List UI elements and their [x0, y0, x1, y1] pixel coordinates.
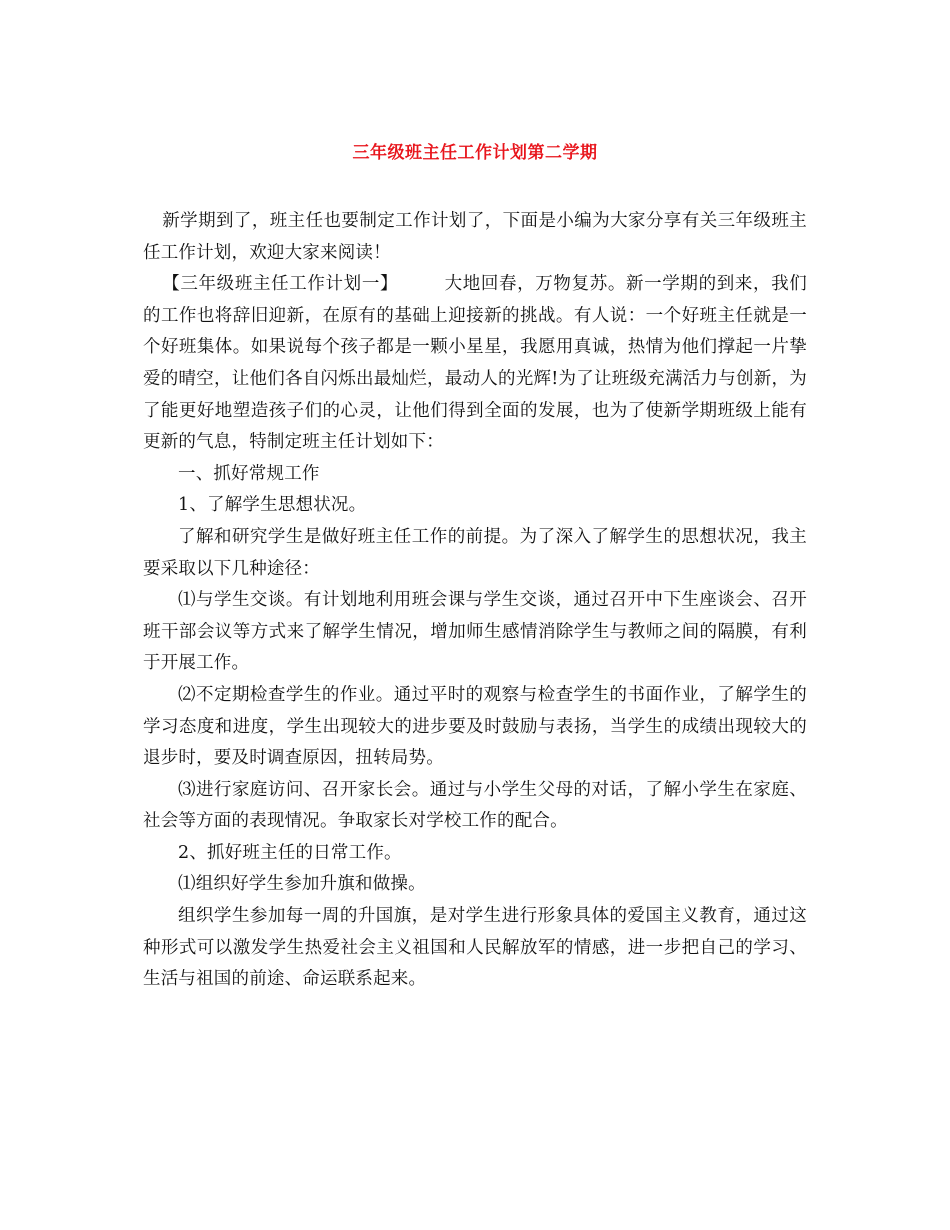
subheading-understand-students: 1、了解学生思想状况。 [178, 495, 367, 516]
subheading-daily-work: 2、抓好班主任的日常工作。 [178, 842, 402, 863]
paragraph-research-students: 了解和研究学生是做好班主任工作的前提。为了深入了解学生的思想状况，我主要采取以下几种途径： [143, 526, 807, 579]
document-title: 三年级班主任工作计划第二学期 [352, 143, 598, 163]
intro-paragraph: 新学期到了，班主任也要制定工作计划了，下面是小编为大家分享有关三年级班主任工作计划，欢迎大家来阅读！ [143, 211, 807, 263]
subheading-flag-raising: ⑴组织好学生参加升旗和做操。 [178, 874, 426, 895]
paragraph-home-visits: ⑶进行家庭访问、召开家长会。通过与小学生父母的对话，了解小学生在家庭、社会等方面的表现情况。争取家长对学校工作的配合。 [143, 779, 807, 832]
section-text: 大地回春，万物复苏。新一学期的到来，我们的工作也将辞旧迎新，在原有的基础上迎接新的挑战。有人说：一个好班主任就是一个好班集体。如果说每个孩子都是一颗小星星，我愿用真诚，热情为他们撑起一片挚爱的晴空，让他们各自闪烁出最灿烂，最动人的光辉!为了让班级充满活力与创新，为了能更好地塑造孩子们的心灵，让他们得到全面的发展，也为了使新学期班级上能有更新的气息，特制定班主任计划如下： [143, 274, 807, 453]
paragraph-talk-with-students: ⑴与学生交谈。有计划地利用班会课与学生交谈，通过召开中下生座谈会、召开班干部会议等方式来了解学生情况，增加师生感情消除学生与教师之间的隔膜，有利于开展工作。 [143, 590, 807, 674]
section-paragraph [143, 269, 807, 459]
heading-routine-work: 一、抓好常规工作 [178, 463, 320, 484]
document-body [143, 206, 807, 996]
paragraph-flag-raising: 组织学生参加每一周的升国旗，是对学生进行形象具体的爱国主义教育，通过这种形式可以激发学生热爱社会主义祖国和人民解放军的情感，进一步把自己的学习、生活与祖国的前途、命运联系起来。 [143, 906, 807, 990]
section-heading: 【三年级班主任工作计划一】 [162, 274, 399, 295]
paragraph-check-homework: ⑵不定期检查学生的作业。通过平时的观察与检查学生的书面作业，了解学生的学习态度和进度，学生出现较大的进步要及时鼓励与表扬，当学生的成绩出现较大的退步时，要及时调查原因，扭转局势。 [143, 684, 807, 769]
